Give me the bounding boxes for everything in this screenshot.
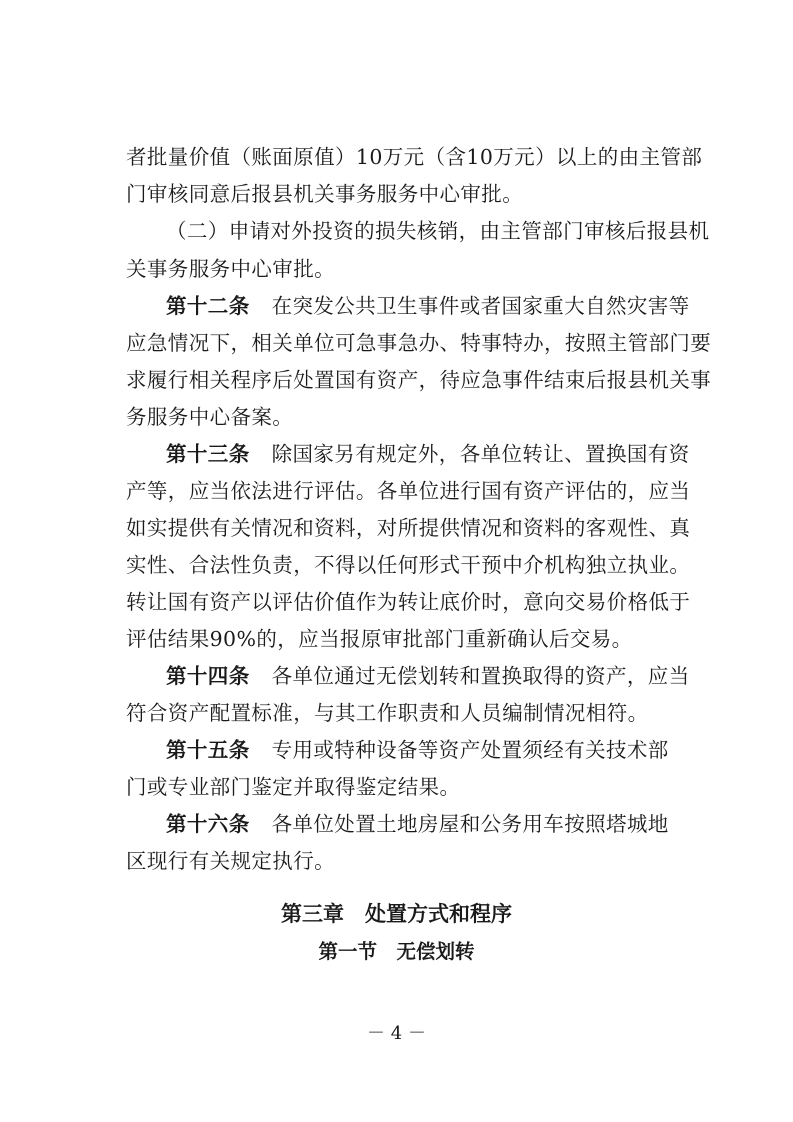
body-text-line: 转让国有资产以评估价值作为转让底价时，意向交易价格低于 [126,590,691,614]
body-text-line: 应急情况下，相关单位可急事急办、特事特办，按照主管部门要 [126,331,712,355]
section-heading: 第一节 无偿划转 [318,940,475,963]
article-number: 第十二条 [166,294,250,318]
article-15-first-line [166,736,669,764]
article-14-first-line [166,662,690,690]
body-text-line: 评估结果90%的，应当报原审批部门重新确认后交易。 [126,627,633,651]
page-number: － 4 － [367,1023,426,1044]
body-text-line: 者批量价值（账面原值）10万元（含10万元）以上的由主管部 [126,145,703,169]
body-text-line: 如实提供有关情况和资料，对所提供情况和资料的客观性、真 [126,516,691,540]
body-text-line: 门或专业部门鉴定并取得鉴定结果。 [126,775,461,799]
article-number: 第十三条 [166,442,250,466]
body-text-line: 求履行相关程序后处置国有资产，待应急事件结束后报县机关事 [126,368,712,392]
article-16-first-line [166,810,669,838]
article-text: 各单位通过无偿划转和置换取得的资产，应当 [271,664,690,688]
article-text: 除国家另有规定外，各单位转让、置换国有资 [271,442,690,466]
body-text-line: 区现行有关规定执行。 [126,849,335,873]
body-text-line: 务服务中心备案。 [126,405,294,429]
body-text-line: （二）申请对外投资的损失核销，由主管部门审核后报县机 [166,219,710,243]
article-12-first-line [166,292,690,320]
article-text: 在突发公共卫生事件或者国家重大自然灾害等 [271,294,690,318]
article-text: 各单位处置土地房屋和公务用车按照塔城地 [271,812,669,836]
body-text-line: 门审核同意后报县机关事务服务中心审批。 [126,182,524,206]
body-text-line: 关事务服务中心审批。 [126,257,335,281]
article-number: 第十五条 [166,738,250,762]
body-text-line: 产等，应当依法进行评估。各单位进行国有资产评估的，应当 [126,479,691,503]
article-text: 专用或特种设备等资产处置须经有关技术部 [271,738,669,762]
chapter-heading: 第三章 处置方式和程序 [281,902,512,926]
body-text-line: 实性、合法性负责，不得以任何形式干预中介机构独立执业。 [126,553,691,577]
body-text-line: 符合资产配置标准，与其工作职责和人员编制情况相符。 [126,701,649,725]
article-number: 第十四条 [166,664,250,688]
article-number: 第十六条 [166,812,250,836]
article-13-first-line [166,440,690,468]
